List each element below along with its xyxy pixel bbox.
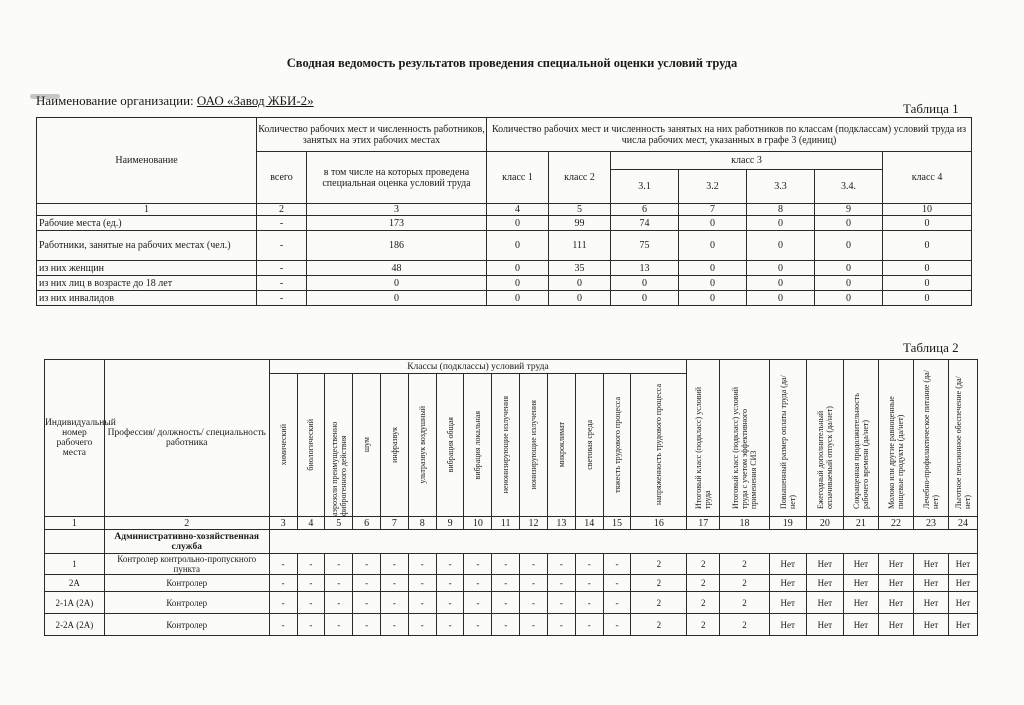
t2-header-factor: ионизирующие излучения	[529, 400, 539, 490]
t2-header-profession: Профессия/ должность/ специальность работника	[104, 360, 269, 517]
t1-colnum: 3	[307, 204, 487, 216]
t2-row-name: Контролер	[104, 592, 269, 614]
t1-header-total: всего	[257, 152, 307, 204]
t2-empty-cell	[45, 530, 105, 554]
t2-header-id: Индивидуальный номер рабочего места	[45, 360, 105, 517]
t1-colnum: 9	[815, 204, 883, 216]
t2-cell: Нет	[913, 592, 948, 614]
t2-cell: Нет	[806, 592, 843, 614]
table-row	[45, 592, 978, 614]
t2-colnum: 6	[353, 517, 381, 530]
t2-factor-cell: -	[464, 575, 492, 592]
t2-colnum: 5	[325, 517, 353, 530]
table-row	[45, 575, 978, 592]
t1-cell: 0	[549, 291, 611, 306]
t2-colnum: 17	[687, 517, 720, 530]
t2-cell: Нет	[878, 575, 913, 592]
t2-factor-cell: -	[381, 592, 409, 614]
t2-header-factor: неионизирующие излучения	[501, 396, 511, 494]
t1-row-name: из них лиц в возрасте до 18 лет	[37, 276, 257, 291]
t2-factor-cell: -	[547, 614, 575, 636]
t2-cell: Нет	[948, 554, 977, 575]
t2-factor-cell: -	[547, 575, 575, 592]
t2-cell: Нет	[913, 575, 948, 592]
t2-factor-cell: 2	[631, 554, 687, 575]
t2-colnum: 3	[269, 517, 297, 530]
t2-row-id: 2А	[45, 575, 105, 592]
t1-cell: -	[257, 261, 307, 276]
t2-colnum: 1	[45, 517, 105, 530]
t1-header-class4: класс 4	[883, 152, 972, 204]
t1-header-group-b: Количество рабочих мест и численность занятых на них работников по классам (подклассам) условий труда из числа рабочих мест, указанных в графе 3 (единиц)	[487, 118, 972, 152]
t2-row-id: 2-1А (2А)	[45, 592, 105, 614]
t2-factor-cell: -	[492, 592, 520, 614]
t1-row-name: из них женщин	[37, 261, 257, 276]
t1-cell: -	[257, 216, 307, 231]
t2-row-name: Контролер контрольно-пропускного пункта	[104, 554, 269, 575]
t2-factor-cell: -	[464, 592, 492, 614]
t2-colnum: 12	[520, 517, 548, 530]
t2-cell: Нет	[843, 554, 878, 575]
t2-cell: Нет	[948, 575, 977, 592]
t2-column-numbers	[45, 517, 978, 530]
t2-colnum: 4	[297, 517, 325, 530]
t2-factor-cell: 2	[631, 575, 687, 592]
t1-row-name: Рабочие места (ед.)	[37, 216, 257, 231]
t1-cell: 0	[487, 291, 549, 306]
t2-factor-cell: -	[381, 614, 409, 636]
t2-factor-cell: -	[297, 575, 325, 592]
t2-factor-cell: -	[325, 554, 353, 575]
t1-cell: 99	[549, 216, 611, 231]
t2-factor-cell: -	[520, 592, 548, 614]
t2-colnum: 19	[769, 517, 806, 530]
t2-factor-cell: -	[325, 592, 353, 614]
t2-factor-cell: -	[520, 614, 548, 636]
t2-cell: 2	[687, 575, 720, 592]
t2-factor-cell: -	[297, 554, 325, 575]
t2-cell: Нет	[769, 575, 806, 592]
t2-colnum: 13	[547, 517, 575, 530]
t2-factor-cell: -	[547, 554, 575, 575]
t2-row-name: Контролер	[104, 614, 269, 636]
t1-cell: 0	[307, 276, 487, 291]
t1-cell: 74	[611, 216, 679, 231]
t1-cell: 0	[747, 276, 815, 291]
t1-cell: 75	[611, 231, 679, 261]
t1-cell: 0	[815, 291, 883, 306]
table-row	[37, 261, 972, 276]
t2-header-short-time: Сокращенная продолжительность рабочего времени (да/нет)	[851, 393, 870, 509]
t2-colnum: 16	[631, 517, 687, 530]
table-row	[45, 614, 978, 636]
t2-factor-cell: -	[353, 554, 381, 575]
t2-cell: 2	[720, 592, 769, 614]
t2-factor-cell: -	[353, 592, 381, 614]
t2-cell: Нет	[769, 554, 806, 575]
t2-header-final-class: Итоговый класс (подкласс) условий труда	[694, 386, 713, 509]
t2-row-name: Контролер	[104, 575, 269, 592]
t2-colnum: 2	[104, 517, 269, 530]
t1-cell: 0	[815, 231, 883, 261]
t1-cell: 0	[883, 261, 972, 276]
t2-colnum: 8	[408, 517, 436, 530]
t1-cell: 0	[883, 216, 972, 231]
t1-header-class1: класс 1	[487, 152, 549, 204]
t2-factor-cell: 2	[631, 592, 687, 614]
table2-label: Таблица 2	[903, 340, 959, 355]
t1-cell: 0	[747, 216, 815, 231]
t2-header-factor: аэрозоли преимущественно фиброгенного действия	[329, 421, 348, 516]
t1-cell: 0	[611, 291, 679, 306]
t1-column-numbers	[37, 204, 972, 216]
t1-cell: 0	[611, 276, 679, 291]
t1-colnum: 1	[37, 204, 257, 216]
t2-cell: 2	[720, 614, 769, 636]
t1-cell: 0	[487, 276, 549, 291]
table-row	[45, 554, 978, 575]
t1-cell: 0	[307, 291, 487, 306]
t2-factor-cell: -	[408, 614, 436, 636]
t1-header-class2: класс 2	[549, 152, 611, 204]
t1-cell: 0	[679, 291, 747, 306]
table-row	[37, 231, 972, 261]
t2-cell: Нет	[913, 614, 948, 636]
t2-colnum: 21	[843, 517, 878, 530]
t1-cell: 0	[679, 216, 747, 231]
t1-cell: 0	[815, 216, 883, 231]
t2-colnum: 22	[878, 517, 913, 530]
t2-cell: 2	[687, 614, 720, 636]
t2-factor-cell: -	[436, 554, 464, 575]
t2-header-factor: биологический	[306, 419, 316, 471]
t2-factor-cell: -	[492, 575, 520, 592]
t1-cell: 0	[883, 276, 972, 291]
t1-header-3-2: 3.2	[679, 170, 747, 204]
t2-factor-cell: -	[603, 614, 631, 636]
t2-colnum: 20	[806, 517, 843, 530]
t2-header-factor: инфразвук	[389, 427, 399, 463]
t1-cell: 0	[883, 231, 972, 261]
section-row	[45, 530, 978, 554]
t2-factor-cell: -	[436, 592, 464, 614]
t2-factor-cell: -	[408, 592, 436, 614]
organization-line	[36, 93, 314, 109]
t1-row-name: Работники, занятые на рабочих местах (чел.)	[37, 231, 257, 261]
t1-cell: 0	[487, 261, 549, 276]
t2-cell: Нет	[769, 592, 806, 614]
t2-header-factor: химический	[278, 424, 288, 466]
t2-empty-cell	[269, 530, 977, 554]
t2-cell: Нет	[843, 592, 878, 614]
t1-colnum: 2	[257, 204, 307, 216]
t2-colnum: 9	[436, 517, 464, 530]
t1-header-assessed: в том числе на которых проведена специальная оценка условий труда	[307, 152, 487, 204]
t2-factor-cell: -	[575, 575, 603, 592]
t2-factor-cell: -	[269, 592, 297, 614]
t2-colnum: 11	[492, 517, 520, 530]
t2-factor-cell: -	[464, 554, 492, 575]
t2-factor-cell: -	[575, 592, 603, 614]
t1-cell: 0	[487, 231, 549, 261]
t1-cell: -	[257, 291, 307, 306]
t1-colnum: 5	[549, 204, 611, 216]
t2-factor-cell: -	[353, 614, 381, 636]
organization-label: Наименование организации:	[36, 93, 194, 108]
t2-header-factor: напряженность трудового процесса	[654, 384, 664, 506]
t2-header-factor: световая среда	[584, 420, 594, 470]
t2-cell: 2	[720, 554, 769, 575]
table-row	[37, 291, 972, 306]
table1-label: Таблица 1	[903, 101, 959, 116]
t2-colnum: 23	[913, 517, 948, 530]
t2-factor-cell: -	[603, 575, 631, 592]
t1-cell: 0	[815, 261, 883, 276]
t1-header-3-4: 3.4.	[815, 170, 883, 204]
t2-cell: Нет	[806, 575, 843, 592]
t2-cell: Нет	[769, 614, 806, 636]
t2-factor-cell: -	[381, 554, 409, 575]
t2-row-id: 1	[45, 554, 105, 575]
t1-header-class3: класс 3	[611, 152, 883, 170]
t2-cell: Нет	[806, 554, 843, 575]
t2-header-extra-pay: Повышенный размер оплаты труда (да/нет)	[778, 375, 797, 509]
t2-factor-cell: 2	[631, 614, 687, 636]
t2-factor-cell: -	[575, 614, 603, 636]
t2-cell: Нет	[948, 592, 977, 614]
t2-header-classes: Классы (подклассы) условий труда	[269, 360, 687, 374]
t2-factor-cell: -	[492, 614, 520, 636]
t2-header-factor: микроклимат	[556, 422, 566, 468]
t1-row-name: из них инвалидов	[37, 291, 257, 306]
document-title: Сводная ведомость результатов проведения специальной оценки условий труда	[286, 56, 738, 70]
t1-cell: 0	[679, 231, 747, 261]
t1-cell: 35	[549, 261, 611, 276]
t1-cell: -	[257, 231, 307, 261]
t2-cell: Нет	[878, 592, 913, 614]
t2-cell: Нет	[806, 614, 843, 636]
t1-cell: 13	[611, 261, 679, 276]
t1-cell: -	[257, 276, 307, 291]
t2-factor-cell: -	[520, 575, 548, 592]
t1-cell: 173	[307, 216, 487, 231]
t2-colnum: 24	[948, 517, 977, 530]
t2-cell: Нет	[843, 575, 878, 592]
t2-factor-cell: -	[603, 592, 631, 614]
t2-factor-cell: -	[325, 575, 353, 592]
t2-cell: Нет	[843, 614, 878, 636]
table-row	[37, 216, 972, 231]
t2-cell: Нет	[948, 614, 977, 636]
t2-factor-cell: -	[269, 575, 297, 592]
t2-colnum: 7	[381, 517, 409, 530]
t2-factor-cell: -	[353, 575, 381, 592]
t1-cell: 0	[815, 276, 883, 291]
t2-factor-cell: -	[325, 614, 353, 636]
t1-cell: 0	[487, 216, 549, 231]
t1-cell: 0	[549, 276, 611, 291]
t2-row-id: 2-2А (2А)	[45, 614, 105, 636]
t1-header-3-3: 3.3	[747, 170, 815, 204]
t2-factor-cell: -	[269, 614, 297, 636]
t1-colnum: 10	[883, 204, 972, 216]
t2-factor-cell: -	[575, 554, 603, 575]
t2-cell: Нет	[913, 554, 948, 575]
t1-colnum: 6	[611, 204, 679, 216]
t1-cell: 186	[307, 231, 487, 261]
summary-table-2	[44, 359, 978, 636]
t2-colnum: 18	[720, 517, 769, 530]
t2-header-final-class-siz: Итоговый класс (подкласс) условий труда с учетом эффективного применения СИЗ	[730, 386, 758, 509]
t2-factor-cell: -	[520, 554, 548, 575]
t2-factor-cell: -	[436, 614, 464, 636]
t1-cell: 0	[747, 261, 815, 276]
t2-colnum: 10	[464, 517, 492, 530]
t2-header-factor: вибрация общая	[445, 417, 455, 473]
t2-factor-cell: -	[297, 592, 325, 614]
t1-header-group-a: Количество рабочих мест и численность работников, занятых на этих рабочих местах	[257, 118, 487, 152]
t1-header-3-1: 3.1	[611, 170, 679, 204]
t1-colnum: 8	[747, 204, 815, 216]
t2-cell: Нет	[878, 554, 913, 575]
t2-header-factor: шум	[362, 437, 372, 453]
t1-colnum: 4	[487, 204, 549, 216]
t2-factor-cell: -	[297, 614, 325, 636]
t1-cell: 0	[679, 261, 747, 276]
section-title: Административно-хозяйственная служба	[104, 530, 269, 554]
summary-table-1	[36, 117, 972, 306]
t2-factor-cell: -	[269, 554, 297, 575]
t2-header-extra-leave: Ежегодный дополнительный оплачиваемый отпуск (да/нет)	[815, 406, 834, 509]
t2-factor-cell: -	[464, 614, 492, 636]
t2-factor-cell: -	[492, 554, 520, 575]
t1-cell: 0	[883, 291, 972, 306]
t1-cell: 0	[679, 276, 747, 291]
t2-header-factor: ультразвук воздушный	[417, 406, 427, 484]
t2-factor-cell: -	[547, 592, 575, 614]
t2-cell: 2	[687, 554, 720, 575]
t2-factor-cell: -	[408, 554, 436, 575]
t2-header-factor: тяжесть трудового процесса	[612, 397, 622, 493]
organization-value: ОАО «Завод ЖБИ-2»	[196, 93, 314, 108]
t1-cell: 48	[307, 261, 487, 276]
t2-cell: 2	[720, 575, 769, 592]
t2-header-therapeutic-food: Лечебно-профилактическое питание (да/нет)	[921, 370, 940, 509]
t2-factor-cell: -	[603, 554, 631, 575]
table-row	[37, 276, 972, 291]
t2-colnum: 14	[575, 517, 603, 530]
t2-cell: 2	[687, 592, 720, 614]
t2-cell: Нет	[878, 614, 913, 636]
t2-header-factor: вибрация локальная	[473, 410, 483, 480]
t2-factor-cell: -	[408, 575, 436, 592]
t2-header-pension: Льготное пенсионное обеспечение (да/нет)	[953, 376, 972, 509]
t2-factor-cell: -	[436, 575, 464, 592]
t1-colnum: 7	[679, 204, 747, 216]
t1-header-name: Наименование	[37, 118, 257, 204]
t1-cell: 0	[747, 291, 815, 306]
t2-factor-cell: -	[381, 575, 409, 592]
t1-cell: 111	[549, 231, 611, 261]
t2-header-milk: Молоко или другие равноценные пищевые продукты (да/нет)	[886, 396, 905, 509]
t2-colnum: 15	[603, 517, 631, 530]
t1-cell: 0	[747, 231, 815, 261]
